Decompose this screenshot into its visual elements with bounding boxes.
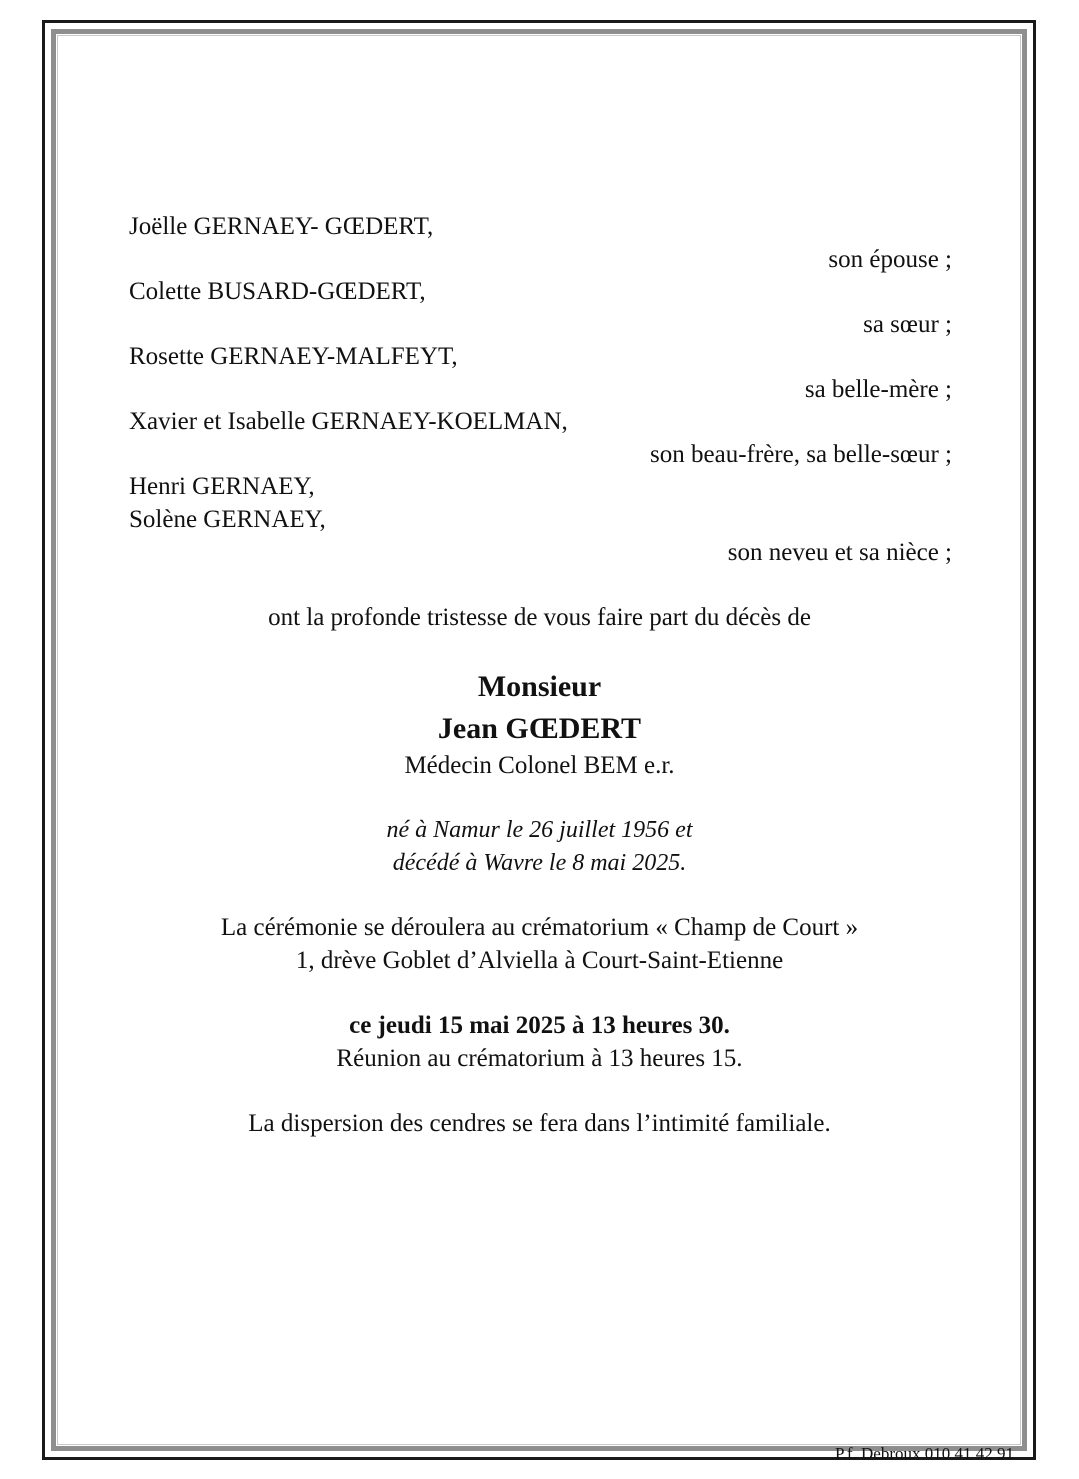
funeral-home-contact: P.f. Debroux 010 41 42 91 — [835, 1444, 1014, 1463]
ceremony-location: La cérémonie se déroulera au crématorium « Champ de Court » — [220, 914, 859, 941]
ceremony-date: ce jeudi 15 mai 2025 à 13 heures 30. — [349, 1012, 730, 1039]
dispersion-info: La dispersion des cendres se fera dans l’intimité familiale. — [248, 1110, 831, 1137]
birth-info: né à Namur le 26 juillet 1956 et — [386, 817, 693, 843]
meeting-info: Réunion au crématorium à 13 heures 15. — [336, 1045, 743, 1072]
death-info: décédé à Wavre le 8 mai 2025. — [392, 850, 687, 876]
deceased-rank: Médecin Colonel BEM e.r. — [404, 752, 675, 779]
announcement-text: ont la profonde tristesse de vous faire part du décès de — [268, 604, 811, 631]
ceremony-address: 1, drève Goblet d’Alviella à Court-Saint-Etienne — [295, 947, 784, 974]
family-name-niece: Solène GERNAEY, — [129, 506, 326, 533]
family-name-mother-in-law: Rosette GERNAEY-MALFEYT, — [129, 343, 458, 370]
deceased-title: Monsieur — [477, 670, 602, 703]
family-relation-mother-in-law: sa belle-mère ; — [804, 376, 952, 403]
family-name-sister: Colette BUSARD-GŒDERT, — [129, 278, 426, 305]
family-name-spouse: Joëlle GERNAEY- GŒDERT, — [129, 213, 434, 240]
family-name-in-laws: Xavier et Isabelle GERNAEY-KOELMAN, — [129, 408, 568, 435]
deceased-name: Jean GŒDERT — [437, 712, 642, 745]
family-name-nephew: Henri GERNAEY, — [129, 473, 315, 500]
family-relation-in-laws: son beau-frère, sa belle-sœur ; — [650, 441, 952, 468]
family-relation-nephew-niece: son neveu et sa nièce ; — [727, 539, 952, 566]
family-relation-spouse: son épouse ; — [828, 246, 952, 273]
family-relation-sister: sa sœur ; — [863, 311, 952, 338]
